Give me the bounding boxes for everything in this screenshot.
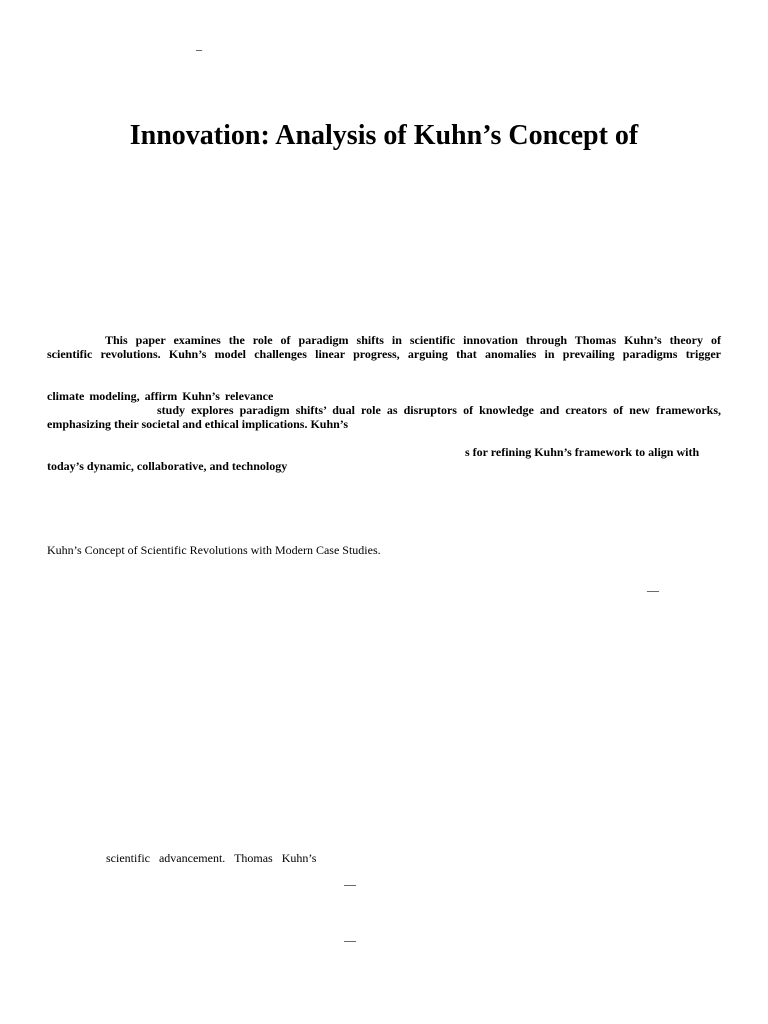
abstract-line-7: today’s dynamic, collaborative, and technology xyxy=(47,459,288,473)
body-dash-1: — xyxy=(647,583,659,597)
intro-fragment: scientific advancement. Thomas Kuhn’s xyxy=(106,851,317,865)
abstract-line-3: climate modeling, affirm Kuhn’s relevance xyxy=(47,389,274,403)
abstract-line-6: s for refining Kuhn’s framework to align with xyxy=(465,445,700,459)
paper-title: Innovation: Analysis of Kuhn’s Concept of xyxy=(129,120,639,151)
abstract-line-2: scientific revolutions. Kuhn’s model challenges linear progress, arguing that anomalies in prevailing paradigms trigger xyxy=(47,347,721,361)
abstract-line-4: study explores paradigm shifts’ dual role as disruptors of knowledge and creators of new frameworks, xyxy=(157,403,721,417)
abstract-line-1: This paper examines the role of paradigm shifts in scientific innovation through Thomas Kuhn’s theory of xyxy=(105,333,721,347)
body-dash-3: — xyxy=(344,933,356,947)
header-dash: – xyxy=(196,42,202,56)
keywords-line: Kuhn’s Concept of Scientific Revolutions with Modern Case Studies. xyxy=(47,543,381,557)
abstract-line-5: emphasizing their societal and ethical implications. Kuhn’s xyxy=(47,417,349,431)
body-dash-2: — xyxy=(344,877,356,891)
